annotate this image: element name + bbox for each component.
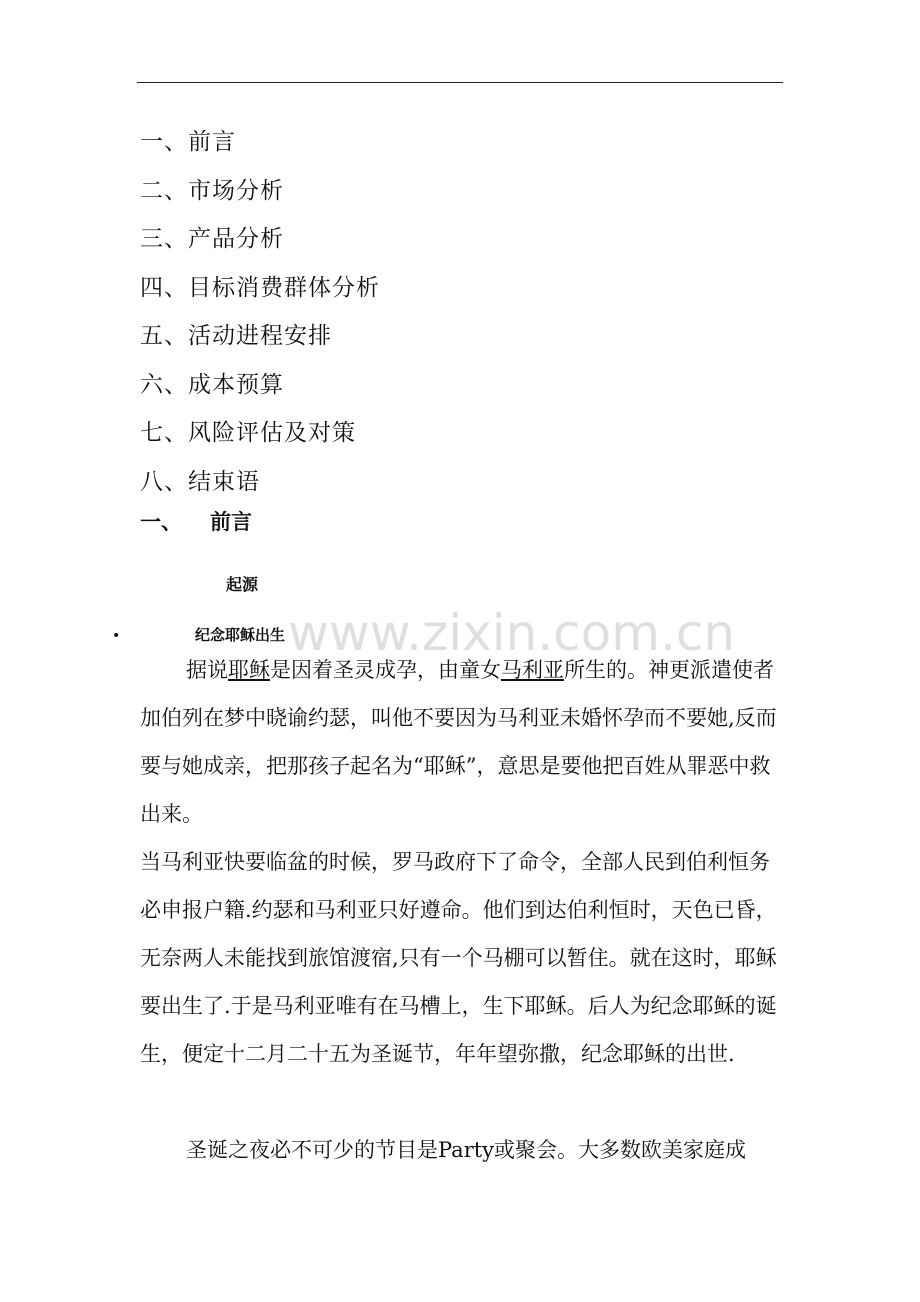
toc-item: 五、活动进程安排 <box>140 323 332 349</box>
section-number: 一、 <box>140 510 182 534</box>
toc-item: 八、结束语 <box>140 468 260 495</box>
paragraph-origin <box>140 646 786 838</box>
link-jesus[interactable]: 耶稣 <box>228 658 270 682</box>
paragraph-party: 圣诞之夜必不可少的节目是Party或聚会。大多数欧美家庭成 <box>186 1138 747 1162</box>
watermark-url: www.zixin.com.cn <box>288 604 736 662</box>
toc-item: 二、市场分析 <box>140 177 284 204</box>
header-rule <box>137 82 783 83</box>
toc-item: 一、前言 <box>140 129 236 155</box>
subheading: 起源 <box>226 575 259 594</box>
toc-item: 七、风险评估及对策 <box>140 420 356 446</box>
bullet-item <box>112 624 285 645</box>
toc-item: 六、成本预算 <box>140 371 284 398</box>
toc-item: 四、目标消费群体分析 <box>140 274 380 301</box>
bullet-marker: • <box>112 628 121 644</box>
table-of-contents <box>140 118 380 506</box>
toc-item: 三、产品分析 <box>140 226 284 252</box>
paragraph-birth: 当马利亚快要临盆的时候，罗马政府下了命令，全部人民到伯利恒务必申报户籍.约瑟和马利亚只好遵命。他们到达伯利恒时，天色已昏，无奈两人未能找到旅馆渡宿,只有一个马棚可以暂住。就在这时，耶稣要出生了.于是马利亚唯有在马槽上，生下耶稣。后人为纪念耶稣的诞生，便定十二月二十五为圣诞节，年年望弥撒，纪念耶稣的出世. <box>140 850 777 1066</box>
paragraph-text: 据说 <box>186 658 228 682</box>
section-heading <box>140 506 252 536</box>
paragraph-text: 所生的。神更派遣使者加伯列在梦中晓谕约瑟，叫他不要因为马利亚未婚怀孕而不要她,反而要与她成亲，把那孩子起名为“耶稣”，意思是要他把百姓从罪恶中救出来。 <box>140 658 777 826</box>
link-mary[interactable]: 马利亚 <box>501 658 564 682</box>
bullet-text: 纪念耶稣出生 <box>195 626 286 644</box>
section-title: 前言 <box>210 510 252 534</box>
paragraph-text: 是因着圣灵成孕，由童女 <box>270 658 501 682</box>
